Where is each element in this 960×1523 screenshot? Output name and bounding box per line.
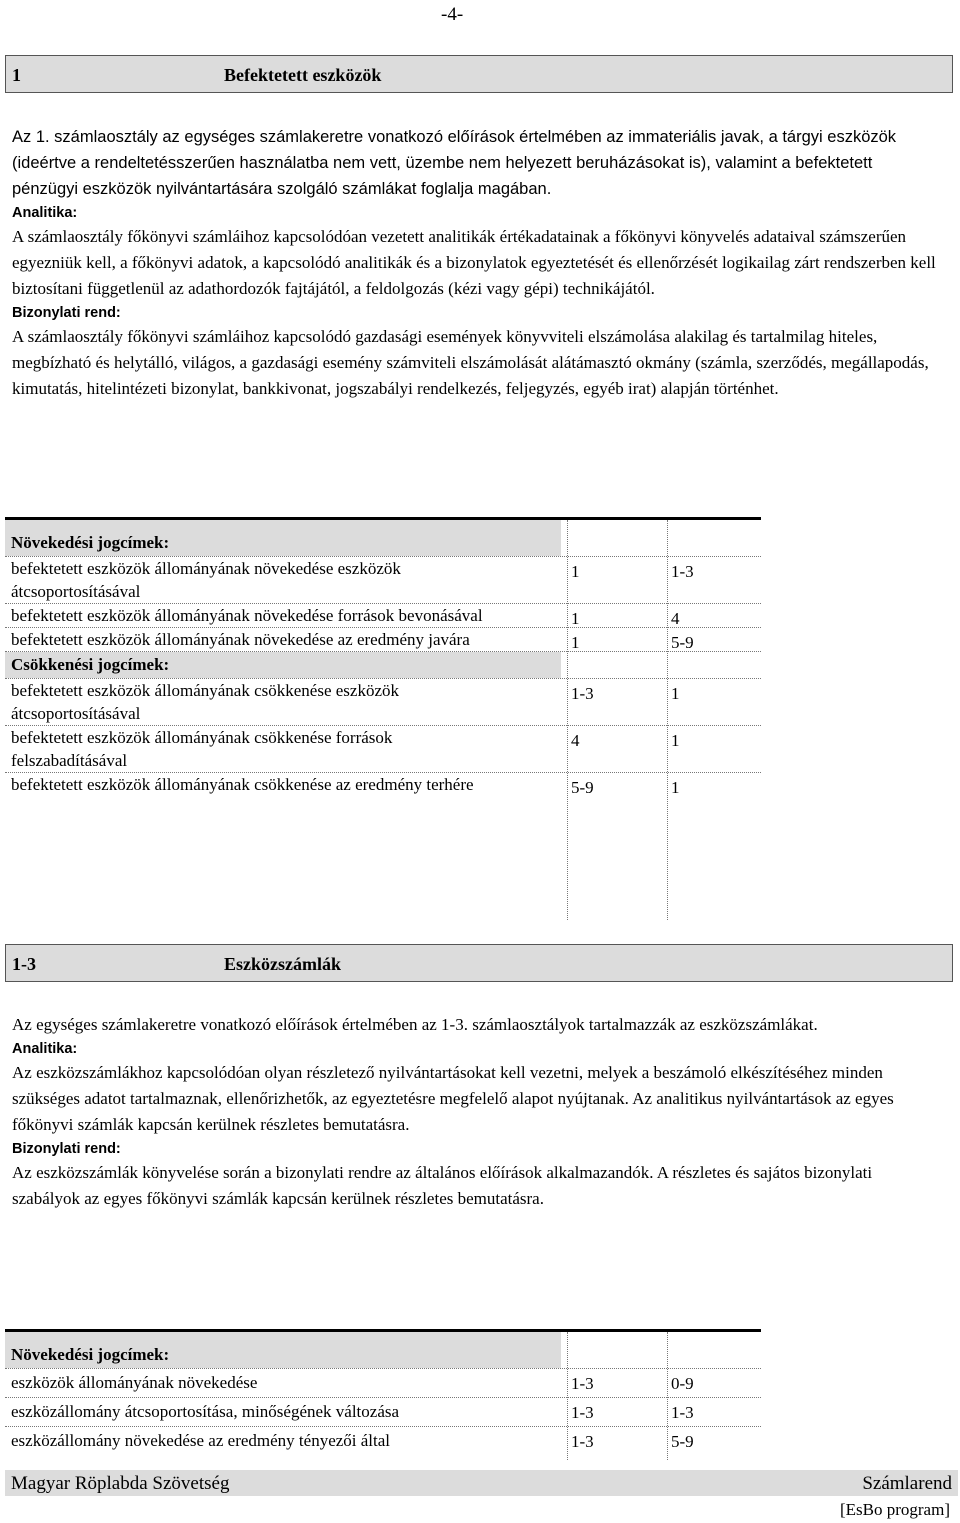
table-row: befektetett eszközök állományának növekedése eszközök átcsoportosításával 1 1-3 — [5, 557, 761, 604]
table-row: eszközállomány növekedése az eredmény tényezői által 1-3 5-9 — [11, 1431, 694, 1451]
page-footer — [5, 1470, 958, 1496]
section-title: Eszközszámlák — [224, 954, 341, 974]
jogcimek-table-2 — [5, 1329, 761, 1455]
footer-organization: Magyar Röplabda Szövetség — [11, 1473, 230, 1494]
section-number: 1-3 — [12, 954, 36, 974]
section-header-eszkozszamlak — [5, 944, 953, 982]
section1-intro: Az 1. számlaosztály az egységes számlakeretre vonatkozó előírások értelmében az immateriális javak, a tárgyi eszközök (ideértve a rendeltetésszerűen használatba nem vett, üzembe nem helyezett beruházásokat is), valamint a befektetett pénzügyi eszközök nyilvántartására szolgáló számlákat foglalja magában. — [12, 128, 897, 198]
table-row: eszközállomány átcsoportosítása, minőségének változása 1-3 1-3 — [5, 1398, 761, 1427]
section2-body — [12, 1012, 942, 1212]
table-row: befektetett eszközök állományának csökkenése eszközök átcsoportosításával 1-3 1 — [5, 679, 761, 726]
bizonylati-text: Az eszközszámlák könyvelése során a bizonylati rendre az általános előírások alkalmazandók. A részletes és sajátos bizonylati szabályok az egyes főkönyvi számlák kapcsán kerülnek részletes bemutatásra. — [12, 1163, 873, 1208]
table-header-novekedesi: Növekedési jogcímek: — [5, 1332, 761, 1369]
table-row: befektetett eszközök állományának csökkenése források felszabadításával 4 1 — [5, 726, 761, 773]
section2-intro: Az egységes számlakeretre vonatkozó előírások értelmében az 1-3. számlaosztályok tartalmazzák az eszközszámlákat. — [12, 1015, 818, 1034]
table-header-novekedesi: Növekedési jogcímek: — [5, 520, 761, 557]
bizonylati-text: A számlaosztály főkönyvi számláihoz kapcsolódó gazdasági események könyvviteli elszámolása alakilag és tartalmilag hiteles, megbízható és helytálló, világos, a gazdasági esemény számviteli elszámolását alátámasztó okmány (számla, szerződés, megállapodás, kimutatás, hitelintézeti bizonylat, bankkivonat, jogszabályi rendelkezés, feljegyzés, egyéb irat) alapján történhet. — [12, 327, 929, 398]
section-number: 1 — [12, 65, 21, 85]
analitika-text: Az eszközszámlákhoz kapcsolódóan olyan részletező nyilvántartásokat kell vezetni, melyek a beszámoló elkészítéséhez minden szükséges adatot tartalmaznak, ellenőrizhetők, az egyeztetésre megfelelő alapot nyújtanak. Az analitikus nyilvántartások az egyes főkönyvi számlák kapcsán kerülnek részletes bemutatásra. — [12, 1063, 894, 1134]
table-row: befektetett eszközök állományának növekedése az eredmény javára 1 5-9 — [5, 628, 761, 652]
analitika-label: Analitika: — [12, 1041, 78, 1057]
bizonylati-label: Bizonylati rend: — [12, 1141, 121, 1157]
section-title: Befektetett eszközök — [224, 65, 382, 85]
section1-body — [12, 124, 942, 402]
footer-document-title: Számlarend — [862, 1473, 952, 1494]
table-row: befektetett eszközök állományának csökkenése az eredmény terhére 5-9 1 — [11, 775, 680, 797]
table-row: eszközök állományának növekedése 1-3 0-9 — [5, 1369, 761, 1398]
jogcimek-table-1 — [5, 517, 761, 796]
analitika-text: A számlaosztály főkönyvi számláihoz kapcsolódóan vezetett analitikák értékadatainak a főkönyvi könyvelés adataival számszerűen egyezniük kell, a főkönyvi adatok, a kapcsolódó analitikák és a bizonylatok egyeztetését és ellenőrzését logikailag zárt rendszerben kell biztosítani függetlenül az adathordozók fajtájától, a feldolgozás (kézi vagy gépi) technikájától. — [12, 227, 936, 298]
footer-program: [EsBo program] — [839, 1500, 950, 1519]
table-header-csokkenesi: Csökkenési jogcímek: — [5, 652, 761, 679]
analitika-label: Analitika: — [12, 205, 78, 221]
section-header-befektetett — [5, 55, 953, 93]
bizonylati-label: Bizonylati rend: — [12, 305, 121, 321]
table-row: befektetett eszközök állományának növekedése források bevonásával 1 4 — [5, 604, 761, 628]
page-number: -4- — [441, 4, 464, 25]
